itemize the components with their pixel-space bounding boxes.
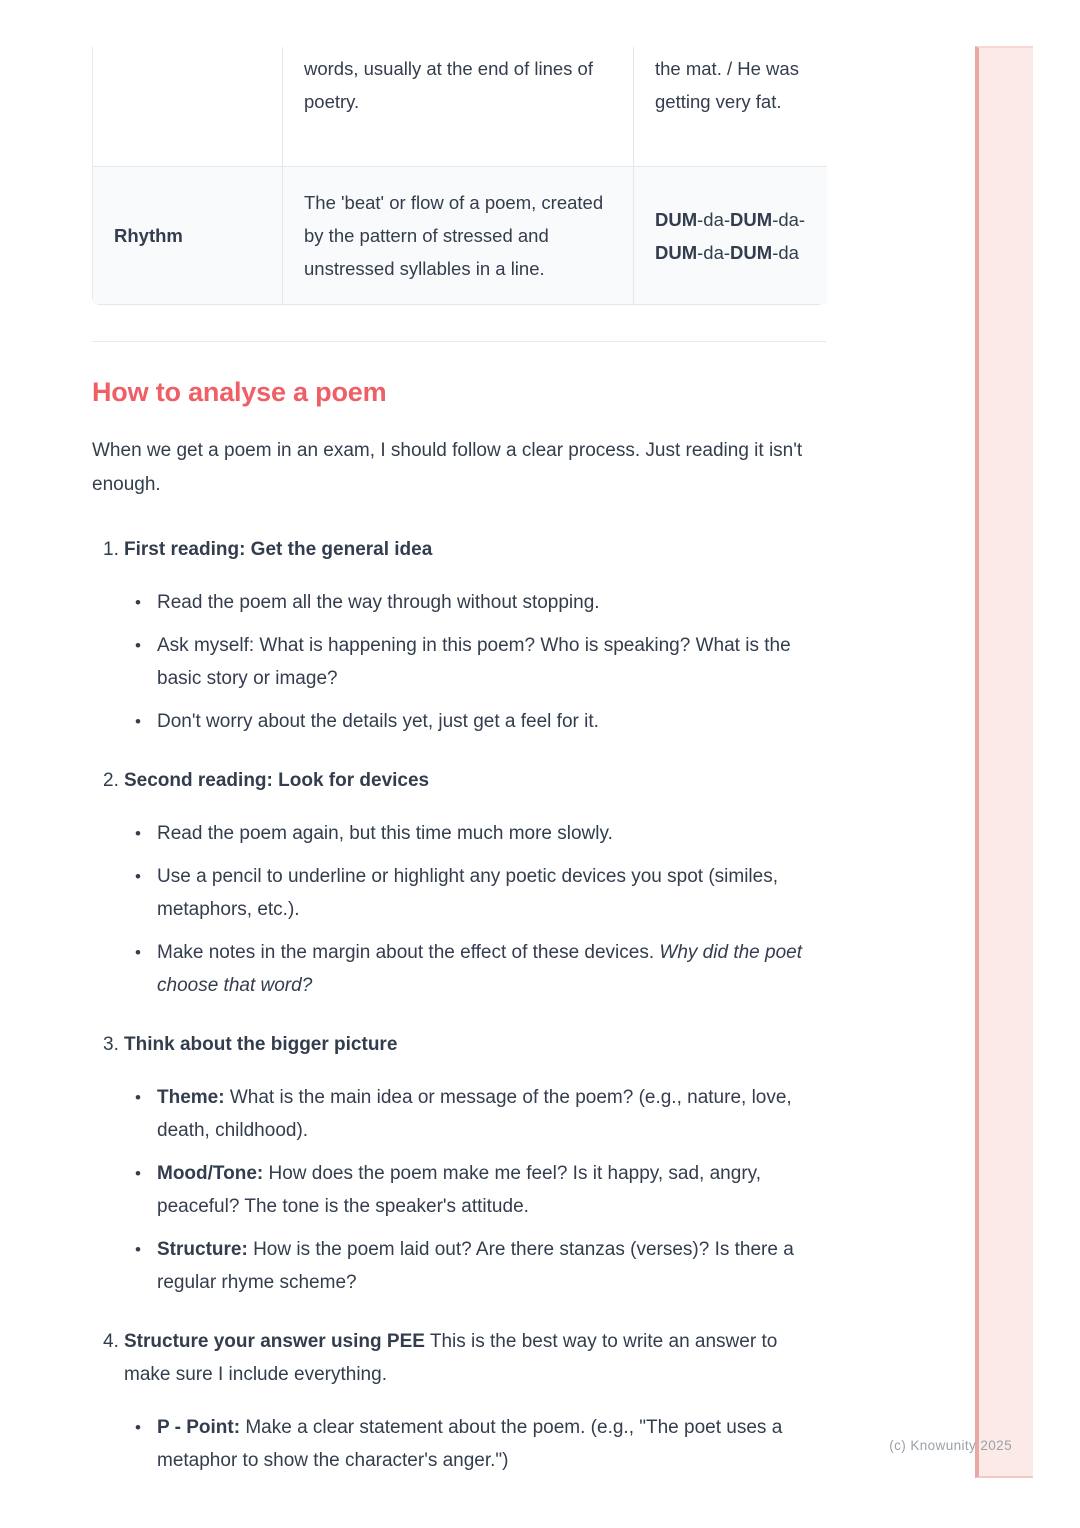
step-title-text: Structure your answer using PEE (124, 1331, 425, 1352)
step-number: 1. (103, 539, 119, 560)
bullet-item (135, 1233, 826, 1299)
table-cell-term (93, 47, 283, 167)
step-number: 3. (103, 1034, 119, 1055)
bullet-text: What is the main idea or message of the poem? (e.g., nature, love, death, childhood). (157, 1087, 797, 1141)
bullet-lead-bold: P - Point: (157, 1417, 241, 1438)
step-title-rest: This is the best way to write an answer to make sure I include everything. (124, 1331, 778, 1385)
analysis-steps-list (92, 533, 826, 1477)
step-number: 2. (103, 770, 119, 791)
step-title-text: Think about the bigger picture (124, 1034, 398, 1055)
document-content (92, 0, 826, 1503)
bullet-marker: • (135, 1240, 141, 1259)
rhythm-example-segment: DUM (730, 241, 773, 263)
bullet-item (135, 936, 826, 1002)
table-cell-example (634, 167, 827, 304)
bullet-marker: • (135, 1418, 141, 1437)
poetic-devices-table (92, 47, 826, 305)
bullet-lead-bold: Mood/Tone: (157, 1163, 264, 1184)
bullet-text: Don't worry about the details yet, just get a feel for it. (157, 711, 599, 732)
bullet-text: How does the poem make me feel? Is it happy, sad, angry, peaceful? The tone is the speaker's attitude. (157, 1163, 767, 1217)
bullet-marker: • (135, 712, 141, 731)
bullet-item (135, 817, 826, 850)
bullet-lead-bold: Theme: (157, 1087, 225, 1108)
bullet-italic-text: Why did the poet choose that word? (157, 942, 802, 996)
rhythm-example-segment: DUM (730, 208, 773, 230)
bullet-marker: • (135, 867, 141, 886)
step-number: 4. (103, 1331, 119, 1352)
table-cell-term: Rhythm (93, 167, 283, 304)
step-title (92, 764, 826, 797)
table-cell-definition: words, usually at the end of lines of poetry. (283, 47, 634, 167)
rhythm-example-segment: -da- (697, 208, 731, 230)
bullet-item (135, 586, 826, 619)
right-accent-bar (975, 46, 1033, 1478)
step-title-text: First reading: Get the general idea (124, 539, 433, 560)
bullet-text: Make a clear statement about the poem. (e.g., "The poet uses a metaphor to show the character's anger.") (157, 1417, 788, 1471)
bullet-marker: • (135, 943, 141, 962)
bullet-text: Ask myself: What is happening in this poem? Who is speaking? What is the basic story or image? (157, 635, 796, 689)
step-item-4 (92, 1325, 826, 1477)
step-title (92, 533, 826, 566)
bullet-marker: • (135, 636, 141, 655)
bullet-item (135, 1081, 826, 1147)
step-item-1 (92, 533, 826, 738)
step-title-text: Second reading: Look for devices (124, 770, 430, 791)
bullet-item (135, 1411, 826, 1477)
bullet-text: Read the poem again, but this time much more slowly. (157, 823, 613, 844)
rhythm-example-segment: DUM (655, 208, 698, 230)
rhythm-example-segment: -da- (772, 208, 806, 230)
bullet-marker: • (135, 1164, 141, 1183)
section-heading: How to analyse a poem (92, 377, 387, 407)
bullet-text: Use a pencil to underline or highlight any poetic devices you spot (similes, metaphors, etc.). (157, 866, 784, 920)
bullet-item (135, 1157, 826, 1223)
step-title (92, 1028, 826, 1061)
step-bullets (135, 586, 826, 738)
rhythm-example-segment: -da- (697, 241, 731, 263)
step-title (92, 1325, 826, 1391)
bullet-text: How is the poem laid out? Are there stanzas (verses)? Is there a regular rhyme scheme? (157, 1239, 800, 1293)
bullet-text: Make notes in the margin about the effect of these devices. (157, 942, 660, 963)
step-item-2 (92, 764, 826, 1002)
bullet-marker: • (135, 593, 141, 612)
section-divider (92, 341, 826, 342)
bullet-marker: • (135, 1088, 141, 1107)
step-bullets (135, 817, 826, 1002)
table-cell-definition: The 'beat' or flow of a poem, created by the pattern of stressed and unstressed syllables in a line. (283, 167, 634, 304)
bullet-item (135, 705, 826, 738)
step-bullets (135, 1411, 826, 1477)
bullet-marker: • (135, 824, 141, 843)
table-cell-example: the mat. / He was getting very fat. (634, 47, 827, 167)
rhythm-example-segment: DUM (655, 241, 698, 263)
step-bullets (135, 1081, 826, 1299)
copyright-watermark: (c) Knowunity 2025 (889, 1438, 1012, 1453)
rhythm-example-segment: -da (772, 241, 799, 263)
step-item-3 (92, 1028, 826, 1299)
bullet-lead-bold: Structure: (157, 1239, 248, 1260)
bullet-item (135, 629, 826, 695)
intro-paragraph: When we get a poem in an exam, I should follow a clear process. Just reading it isn't enough. (92, 440, 803, 495)
bullet-text: Read the poem all the way through without stopping. (157, 592, 600, 613)
bullet-item (135, 860, 826, 926)
